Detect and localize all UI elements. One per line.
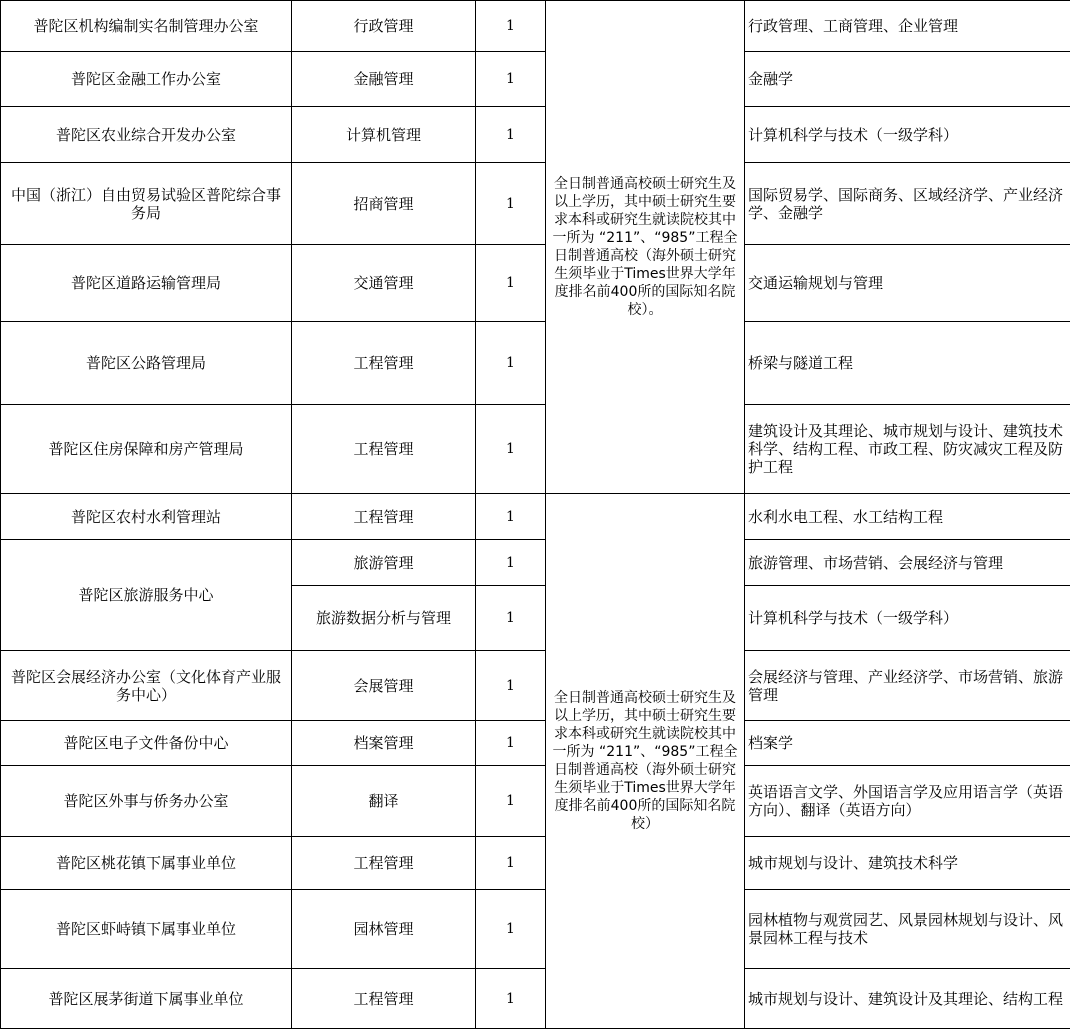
position-cell: 工程管理 bbox=[292, 969, 476, 1029]
major-cell: 交通运输规划与管理 bbox=[745, 245, 1070, 322]
count-cell: 1 bbox=[476, 245, 546, 322]
position-cell: 工程管理 bbox=[292, 837, 476, 890]
requirement-cell: 全日制普通高校硕士研究生及以上学历，其中硕士研究生要求本科或研究生就读院校其中一所为 “211”、“985”工程全日制普通高校（海外硕士研究生须毕业于Times世界大学年度排名前400所的国际知名院校） bbox=[546, 494, 745, 1029]
table-row bbox=[1, 494, 1070, 540]
count-cell: 1 bbox=[476, 586, 546, 651]
position-cell: 园林管理 bbox=[292, 890, 476, 969]
position-cell: 招商管理 bbox=[292, 163, 476, 245]
count-cell: 1 bbox=[476, 837, 546, 890]
major-cell: 金融学 bbox=[745, 52, 1070, 107]
unit-cell: 普陀区机构编制实名制管理办公室 bbox=[1, 1, 292, 52]
major-cell: 计算机科学与技术（一级学科） bbox=[745, 107, 1070, 163]
table-row bbox=[1, 163, 1070, 245]
table-row bbox=[1, 721, 1070, 766]
table-row bbox=[1, 540, 1070, 586]
table-row bbox=[1, 651, 1070, 721]
table-row bbox=[1, 766, 1070, 837]
major-cell: 桥梁与隧道工程 bbox=[745, 322, 1070, 405]
major-cell: 城市规划与设计、建筑设计及其理论、结构工程 bbox=[745, 969, 1070, 1029]
unit-cell: 普陀区农业综合开发办公室 bbox=[1, 107, 292, 163]
table-row bbox=[1, 837, 1070, 890]
unit-cell: 普陀区住房保障和房产管理局 bbox=[1, 405, 292, 494]
unit-cell: 普陀区道路运输管理局 bbox=[1, 245, 292, 322]
unit-cell: 普陀区农村水利管理站 bbox=[1, 494, 292, 540]
table-row bbox=[1, 52, 1070, 107]
position-cell: 工程管理 bbox=[292, 322, 476, 405]
table-row bbox=[1, 245, 1070, 322]
position-cell: 行政管理 bbox=[292, 1, 476, 52]
unit-cell: 普陀区电子文件备份中心 bbox=[1, 721, 292, 766]
count-cell: 1 bbox=[476, 540, 546, 586]
unit-cell: 普陀区外事与侨务办公室 bbox=[1, 766, 292, 837]
requirement-cell: 全日制普通高校硕士研究生及以上学历，其中硕士研究生要求本科或研究生就读院校其中一所为 “211”、“985”工程全日制普通高校（海外硕士研究生须毕业于Times世界大学年度排名前400所的国际知名院校）。 bbox=[546, 1, 745, 494]
count-cell: 1 bbox=[476, 405, 546, 494]
major-cell: 国际贸易学、国际商务、区域经济学、产业经济学、金融学 bbox=[745, 163, 1070, 245]
count-cell: 1 bbox=[476, 651, 546, 721]
count-cell: 1 bbox=[476, 969, 546, 1029]
major-cell: 会展经济与管理、产业经济学、市场营销、旅游管理 bbox=[745, 651, 1070, 721]
table-row bbox=[1, 322, 1070, 405]
position-cell: 交通管理 bbox=[292, 245, 476, 322]
count-cell: 1 bbox=[476, 107, 546, 163]
count-cell: 1 bbox=[476, 52, 546, 107]
table-row bbox=[1, 1, 1070, 52]
position-cell: 会展管理 bbox=[292, 651, 476, 721]
count-cell: 1 bbox=[476, 890, 546, 969]
major-cell: 英语语言文学、外国语言学及应用语言学（英语方向）、翻译（英语方向） bbox=[745, 766, 1070, 837]
position-cell: 旅游管理 bbox=[292, 540, 476, 586]
position-cell: 档案管理 bbox=[292, 721, 476, 766]
unit-cell: 普陀区旅游服务中心 bbox=[1, 540, 292, 651]
table-row bbox=[1, 405, 1070, 494]
unit-cell: 普陀区会展经济办公室（文化体育产业服务中心） bbox=[1, 651, 292, 721]
position-cell: 计算机管理 bbox=[292, 107, 476, 163]
count-cell: 1 bbox=[476, 766, 546, 837]
count-cell: 1 bbox=[476, 322, 546, 405]
position-cell: 工程管理 bbox=[292, 405, 476, 494]
unit-cell: 普陀区桃花镇下属事业单位 bbox=[1, 837, 292, 890]
unit-cell: 普陀区公路管理局 bbox=[1, 322, 292, 405]
position-cell: 翻译 bbox=[292, 766, 476, 837]
unit-cell: 普陀区金融工作办公室 bbox=[1, 52, 292, 107]
unit-cell: 普陀区虾峙镇下属事业单位 bbox=[1, 890, 292, 969]
table-row bbox=[1, 969, 1070, 1029]
major-cell: 城市规划与设计、建筑技术科学 bbox=[745, 837, 1070, 890]
major-cell: 建筑设计及其理论、城市规划与设计、建筑技术科学、结构工程、市政工程、防灾减灾工程及防护工程 bbox=[745, 405, 1070, 494]
major-cell: 旅游管理、市场营销、会展经济与管理 bbox=[745, 540, 1070, 586]
major-cell: 行政管理、工商管理、企业管理 bbox=[745, 1, 1070, 52]
position-cell: 旅游数据分析与管理 bbox=[292, 586, 476, 651]
count-cell: 1 bbox=[476, 494, 546, 540]
position-cell: 金融管理 bbox=[292, 52, 476, 107]
count-cell: 1 bbox=[476, 1, 546, 52]
unit-cell: 中国（浙江）自由贸易试验区普陀综合事务局 bbox=[1, 163, 292, 245]
position-cell: 工程管理 bbox=[292, 494, 476, 540]
table-row bbox=[1, 107, 1070, 163]
major-cell: 档案学 bbox=[745, 721, 1070, 766]
major-cell: 园林植物与观赏园艺、风景园林规划与设计、风景园林工程与技术 bbox=[745, 890, 1070, 969]
major-cell: 水利水电工程、水工结构工程 bbox=[745, 494, 1070, 540]
unit-cell: 普陀区展茅街道下属事业单位 bbox=[1, 969, 292, 1029]
table-row bbox=[1, 890, 1070, 969]
major-cell: 计算机科学与技术（一级学科） bbox=[745, 586, 1070, 651]
count-cell: 1 bbox=[476, 163, 546, 245]
count-cell: 1 bbox=[476, 721, 546, 766]
